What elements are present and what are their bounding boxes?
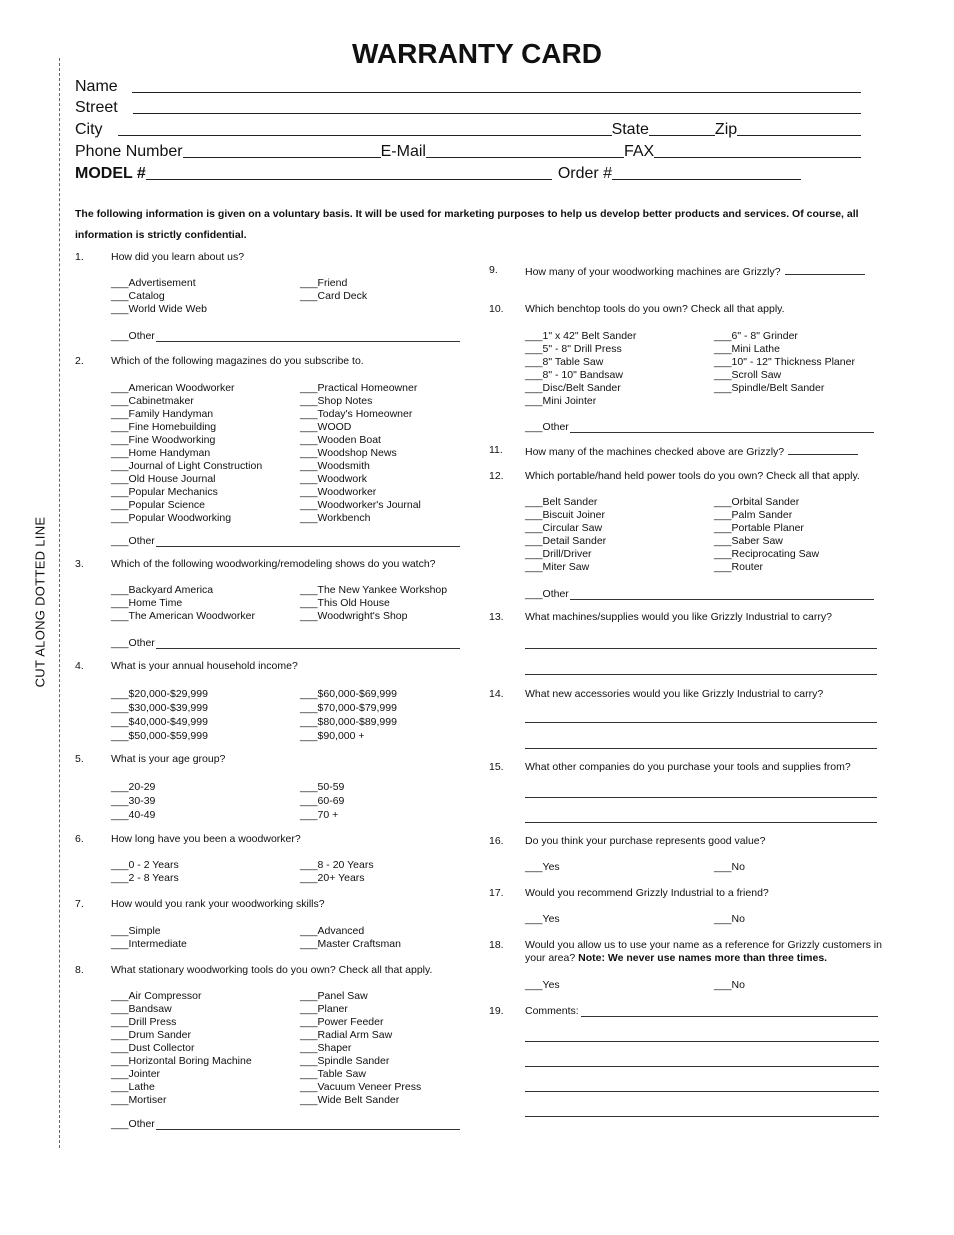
q2-other [111, 534, 460, 547]
option[interactable]: ___ Detail Sander [525, 535, 606, 548]
question-number: 7. [75, 898, 84, 910]
option[interactable]: ___ Mortiser [111, 1094, 252, 1107]
q3-col2 [300, 584, 447, 623]
fax-label: FAX [623, 143, 655, 160]
question-text [525, 939, 885, 965]
option[interactable]: ___ Drum Sander [111, 1029, 252, 1042]
cut-dotted-line [59, 58, 60, 1148]
answer-field[interactable] [788, 444, 858, 455]
question-number: 15. [489, 761, 504, 773]
street-label: Street [75, 99, 118, 116]
q8-other [111, 1117, 460, 1130]
option[interactable]: ___ Intermediate [111, 938, 187, 951]
option[interactable]: ___ Planer [300, 1003, 421, 1016]
question-number: 1. [75, 251, 84, 263]
q18-yes[interactable] [525, 979, 560, 991]
yes-option[interactable]: ___ Yes [525, 913, 560, 925]
option[interactable]: ___ Vacuum Veneer Press [300, 1081, 421, 1094]
other-label: ___ Other [111, 637, 155, 649]
option[interactable]: ___ Woodwork [300, 473, 421, 486]
option[interactable]: ___ Orbital Sander [714, 496, 819, 509]
other-label: ___ Other [111, 330, 155, 342]
other-label: ___ Other [525, 421, 569, 433]
option[interactable]: ___ Panel Saw [300, 990, 421, 1003]
option[interactable]: ___ 60-69 [300, 794, 344, 808]
page-title: WARRANTY CARD [352, 38, 602, 69]
q5-col2 [300, 780, 344, 822]
option[interactable]: ___ Biscuit Joiner [525, 509, 606, 522]
option[interactable]: ___ $50,000-$59,999 [111, 729, 208, 743]
q13-answer-line[interactable] [525, 648, 877, 649]
q19-answer-line[interactable] [525, 1066, 879, 1067]
question-text: Which of the following woodworking/remodeling shows do you watch? [111, 558, 436, 570]
question-text-label: How many of your woodworking machines are Grizzly? [525, 266, 781, 278]
option[interactable]: ___ Saber Saw [714, 535, 819, 548]
option[interactable]: ___ Advanced [300, 925, 401, 938]
name-row [75, 76, 861, 96]
option[interactable]: ___ 50-59 [300, 780, 344, 794]
question-text: Would you recommend Grizzly Industrial to a friend? [525, 887, 769, 899]
q13-answer-line[interactable] [525, 674, 877, 675]
option[interactable]: ___ 0 - 2 Years [111, 859, 179, 872]
option[interactable]: ___ Mini Jointer [525, 395, 636, 408]
q18-no[interactable] [714, 979, 745, 991]
option[interactable]: ___ $20,000-$29,999 [111, 687, 208, 701]
q15-answer-line[interactable] [525, 797, 877, 798]
option[interactable]: ___ Radial Arm Saw [300, 1029, 421, 1042]
question-text: What new accessories would you like Grizzly Industrial to carry? [525, 688, 824, 700]
question-number: 17. [489, 887, 504, 899]
no-option[interactable]: ___ No [714, 913, 745, 925]
option[interactable]: ___ Shop Notes [300, 395, 421, 408]
other-label: ___ Other [111, 535, 155, 547]
option[interactable]: ___ 20+ Years [300, 872, 374, 885]
question-text: Which of the following magazines do you subscribe to. [111, 355, 364, 367]
option[interactable]: ___ Drill/Driver [525, 548, 606, 561]
question-text: What is your age group? [111, 753, 226, 765]
question-number: 11. [489, 444, 503, 456]
option[interactable]: ___ Family Handyman [111, 408, 262, 421]
option[interactable]: ___ Palm Sander [714, 509, 819, 522]
option[interactable]: ___ Drill Press [111, 1016, 252, 1029]
q6-col2 [300, 859, 374, 885]
option[interactable]: ___ Backyard America [111, 584, 255, 597]
option[interactable]: ___ $60,000-$69,999 [300, 687, 397, 701]
option[interactable]: ___ Wooden Boat [300, 434, 421, 447]
q19-answer-line[interactable] [525, 1041, 879, 1042]
option[interactable]: ___ Old House Journal [111, 473, 262, 486]
option[interactable]: ___ Mini Lathe [714, 343, 855, 356]
option[interactable]: ___ Shaper [300, 1042, 421, 1055]
q4-col2 [300, 687, 397, 743]
contact-row [75, 141, 861, 161]
yes-option[interactable]: ___ Yes [525, 861, 560, 873]
question-number: 12. [489, 470, 504, 482]
q1-other [111, 329, 460, 342]
option[interactable]: ___ World Wide Web [111, 303, 207, 316]
option[interactable]: ___ Woodworker [300, 486, 421, 499]
option[interactable]: ___ Miter Saw [525, 561, 606, 574]
model-label: MODEL # [75, 165, 146, 182]
option[interactable]: ___ 8 - 20 Years [300, 859, 374, 872]
option[interactable]: ___ The American Woodworker [111, 610, 255, 623]
question-text: Do you think your purchase represents good value? [525, 835, 766, 847]
model-row [75, 163, 801, 183]
q10-col2 [714, 330, 855, 395]
question-text: How long have you been a woodworker? [111, 833, 301, 845]
option[interactable]: ___ Lathe [111, 1081, 252, 1094]
other-label: ___ Other [525, 588, 569, 600]
q3-other [111, 636, 460, 649]
q1-col2 [300, 277, 367, 303]
other-field[interactable] [156, 638, 460, 649]
option[interactable]: ___ Popular Mechanics [111, 486, 262, 499]
option[interactable]: ___ 6" - 8" Grinder [714, 330, 855, 343]
q2-col2 [300, 382, 421, 525]
question-text: How did you learn about us? [111, 251, 245, 263]
intro-text: The following information is given on a voluntary basis. It will be used for marketing purposes to help us develop better products and services. Of course, all information is strictly confidential. [75, 208, 859, 241]
q10-other [525, 420, 874, 433]
question-text-label: How many of the machines checked above are Grizzly? [525, 446, 785, 458]
question-text: What other companies do you purchase your tools and supplies from? [525, 761, 851, 773]
q12-other [525, 587, 874, 600]
option[interactable]: ___ Home Handyman [111, 447, 262, 460]
q7-col2 [300, 925, 401, 951]
option[interactable]: ___ $80,000-$89,999 [300, 715, 397, 729]
option[interactable]: ___ Jointer [111, 1068, 252, 1081]
phone-label: Phone Number [75, 143, 183, 160]
zip-field[interactable] [737, 121, 861, 136]
city-label: City [75, 121, 103, 138]
q12-col1 [525, 496, 606, 574]
option[interactable]: ___ WOOD [300, 421, 421, 434]
q14-answer-line[interactable] [525, 722, 877, 723]
option[interactable]: ___ Advertisement [111, 277, 207, 290]
question-text: Which benchtop tools do you own? Check all that apply. [525, 303, 785, 315]
q10-col1 [525, 330, 636, 408]
other-label: ___ Other [111, 1118, 155, 1130]
question-number: 2. [75, 355, 84, 367]
option[interactable]: ___ Spindle Sander [300, 1055, 421, 1068]
answer-field[interactable] [785, 264, 865, 275]
q17-yes[interactable] [525, 913, 560, 925]
cut-line-label: CUT ALONG DOTTED LINE [32, 516, 48, 688]
q5-col1 [111, 780, 155, 822]
question-number: 18. [489, 939, 504, 951]
option[interactable]: ___ Dust Collector [111, 1042, 252, 1055]
q1-col1 [111, 277, 207, 316]
yes-option[interactable]: ___ Yes [525, 979, 560, 991]
question-text: Comments: [525, 1005, 579, 1017]
question-number: 4. [75, 660, 84, 672]
option[interactable]: ___ Simple [111, 925, 187, 938]
other-field[interactable] [570, 589, 874, 600]
q17-no[interactable] [714, 913, 745, 925]
option[interactable]: ___ 2 - 8 Years [111, 872, 179, 885]
q19-answer-line[interactable] [525, 1091, 879, 1092]
no-option[interactable]: ___ No [714, 861, 745, 873]
question-text: Which portable/hand held power tools do you own? Check all that apply. [525, 470, 860, 482]
state-label: State [611, 121, 649, 138]
option[interactable]: ___ Belt Sander [525, 496, 606, 509]
option[interactable]: ___ Disc/Belt Sander [525, 382, 636, 395]
q19-answer-line[interactable] [525, 1116, 879, 1117]
question-text: What is your annual household income? [111, 660, 298, 672]
question-text: What stationary woodworking tools do you own? Check all that apply. [111, 964, 433, 976]
question-note: Note: We never use names more than three times. [578, 952, 828, 964]
other-field[interactable] [156, 1119, 460, 1130]
city-row [75, 119, 861, 139]
q7-col1 [111, 925, 187, 951]
email-label: E-Mail [380, 143, 426, 160]
question-text [525, 444, 858, 459]
question-number: 8. [75, 964, 84, 976]
option[interactable]: ___ Card Deck [300, 290, 367, 303]
option[interactable]: ___ Woodworker's Journal [300, 499, 421, 512]
other-field[interactable] [156, 331, 460, 342]
question-number: 14. [489, 688, 504, 700]
option[interactable]: ___ 8" Table Saw [525, 356, 636, 369]
option[interactable]: ___ Circular Saw [525, 522, 606, 535]
option[interactable]: ___ The New Yankee Workshop [300, 584, 447, 597]
q12-col2 [714, 496, 819, 574]
option[interactable]: ___ Fine Homebuilding [111, 421, 262, 434]
q8-col1 [111, 990, 252, 1107]
other-field[interactable] [156, 536, 460, 547]
option[interactable]: ___ 1" x 42" Belt Sander [525, 330, 636, 343]
question-number: 6. [75, 833, 84, 845]
zip-label: Zip [714, 121, 738, 138]
question-number: 19. [489, 1005, 504, 1017]
option[interactable]: ___ $90,000 + [300, 729, 397, 743]
option[interactable]: ___ Horizontal Boring Machine [111, 1055, 252, 1068]
option[interactable]: ___ 30-39 [111, 794, 155, 808]
q6-col1 [111, 859, 179, 885]
option[interactable]: ___ Router [714, 561, 819, 574]
order-label: Order # [557, 165, 613, 182]
q16-no[interactable] [714, 861, 745, 873]
question-number: 3. [75, 558, 84, 570]
option[interactable]: ___ Practical Homeowner [300, 382, 421, 395]
option[interactable]: ___ Popular Science [111, 499, 262, 512]
question-number: 9. [489, 264, 498, 276]
option[interactable]: ___ Home Time [111, 597, 255, 610]
option[interactable]: ___ Cabinetmaker [111, 395, 262, 408]
option[interactable]: ___ Wide Belt Sander [300, 1094, 421, 1107]
option[interactable]: ___ Spindle/Belt Sander [714, 382, 855, 395]
q4-col1 [111, 687, 208, 743]
other-field[interactable] [570, 422, 874, 433]
option[interactable]: ___ Scroll Saw [714, 369, 855, 382]
phone-field[interactable] [183, 143, 381, 158]
question-text [525, 264, 865, 279]
q3-col1 [111, 584, 255, 623]
option[interactable]: ___ Bandsaw [111, 1003, 252, 1016]
name-label: Name [75, 78, 118, 95]
q16-yes[interactable] [525, 861, 560, 873]
order-field[interactable] [612, 165, 801, 180]
question-text-label: Would you allow us to use your name as a reference for Grizzly customers in your area? [525, 939, 882, 964]
question-number: 5. [75, 753, 84, 765]
option[interactable]: ___ $70,000-$79,999 [300, 701, 397, 715]
q19-answer-line[interactable] [581, 1016, 878, 1017]
q8-col2 [300, 990, 421, 1107]
option[interactable]: ___ Today's Homeowner [300, 408, 421, 421]
no-option[interactable]: ___ No [714, 979, 745, 991]
option[interactable]: ___ Fine Woodworking [111, 434, 262, 447]
option[interactable]: ___ Reciprocating Saw [714, 548, 819, 561]
option[interactable]: ___ Portable Planer [714, 522, 819, 535]
q2-col1 [111, 382, 262, 525]
option[interactable]: ___ Woodsmith [300, 460, 421, 473]
q15-answer-line[interactable] [525, 822, 877, 823]
option[interactable]: ___ Master Craftsman [300, 938, 401, 951]
option[interactable]: ___ 5" - 8" Drill Press [525, 343, 636, 356]
email-field[interactable] [426, 143, 624, 158]
option[interactable]: ___ 70 + [300, 808, 344, 822]
model-field[interactable] [146, 165, 552, 180]
option[interactable]: ___ Woodshop News [300, 447, 421, 460]
name-field[interactable] [132, 78, 861, 93]
question-number: 13. [489, 611, 504, 623]
option[interactable]: ___ Air Compressor [111, 990, 252, 1003]
q14-answer-line[interactable] [525, 748, 877, 749]
option[interactable]: ___ Table Saw [300, 1068, 421, 1081]
option[interactable]: ___ $40,000-$49,999 [111, 715, 208, 729]
option[interactable]: ___ 20-29 [111, 780, 155, 794]
question-text: What machines/supplies would you like Grizzly Industrial to carry? [525, 611, 832, 623]
question-number: 10. [489, 303, 504, 315]
option[interactable]: ___ Popular Woodworking [111, 512, 262, 525]
option[interactable]: ___ 10" - 12" Thickness Planer [714, 356, 855, 369]
option[interactable]: ___ Woodwright's Shop [300, 610, 447, 623]
option[interactable]: ___ Workbench [300, 512, 421, 525]
option[interactable]: ___ Friend [300, 277, 367, 290]
option[interactable]: ___ Journal of Light Construction [111, 460, 262, 473]
option[interactable]: ___ $30,000-$39,999 [111, 701, 208, 715]
option[interactable]: ___ Power Feeder [300, 1016, 421, 1029]
street-row [75, 97, 861, 117]
street-field[interactable] [133, 99, 861, 114]
option[interactable]: ___ This Old House [300, 597, 447, 610]
option[interactable]: ___ Catalog [111, 290, 207, 303]
question-text: How would you rank your woodworking skills? [111, 898, 325, 910]
option[interactable]: ___ 8" - 10" Bandsaw [525, 369, 636, 382]
city-field[interactable] [118, 121, 612, 136]
option[interactable]: ___ American Woodworker [111, 382, 262, 395]
question-number: 16. [489, 835, 504, 847]
option[interactable]: ___ 40-49 [111, 808, 155, 822]
state-field[interactable] [649, 121, 715, 136]
fax-field[interactable] [654, 143, 861, 158]
